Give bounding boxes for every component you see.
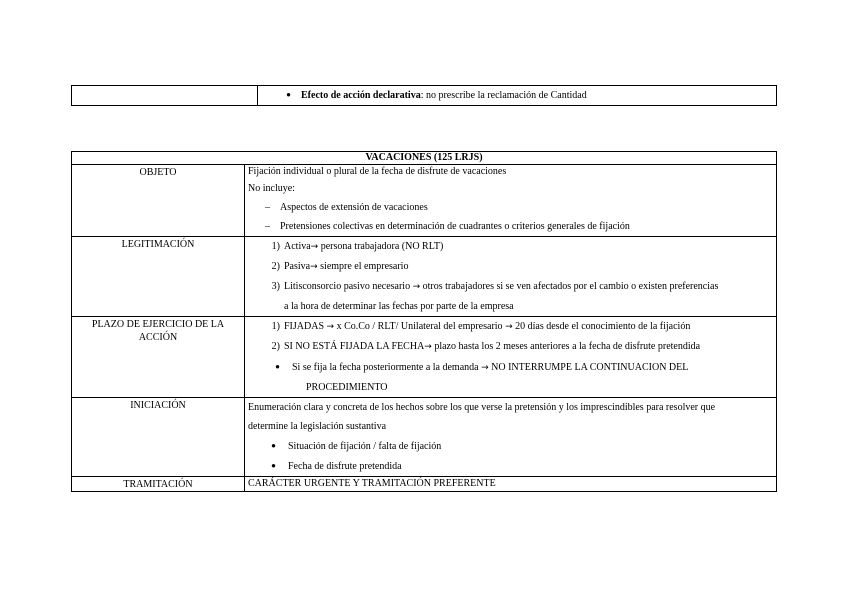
table-title: VACACIONES (125 LRJS) <box>72 152 777 165</box>
empty-cell <box>72 86 258 106</box>
row-content-objeto <box>245 165 777 237</box>
declarative-effect-title: Efecto de acción declarativa <box>301 90 421 101</box>
declarative-effect-cell <box>258 86 777 106</box>
list-item: ● Fecha de disfrute pretendida <box>248 456 773 476</box>
bullet-icon: ● <box>275 362 280 371</box>
row-label-tramitacion: TRAMITACIÓN <box>72 477 245 492</box>
list-item-continuation: a la hora de determinar las fechas por parte de la empresa <box>284 301 514 312</box>
row-label-legitimacion: LEGITIMACIÓN <box>72 237 245 317</box>
list-item: 2) SI NO ESTÁ FIJADA LA FECHA→ plazo hasta los 2 meses anteriores a la fecha de disfrute pretendida <box>271 341 701 352</box>
objeto-excludes-label: No incluye: <box>248 183 295 194</box>
table-row <box>72 398 777 477</box>
arrow-right-icon: → <box>310 262 318 272</box>
row-label-plazo: PLAZO DE EJERCICIO DE LA ACCIÓN <box>72 317 245 398</box>
objeto-description: Fijación individual o plural de la fecha de disfrute de vacaciones <box>248 166 507 177</box>
previous-table-fragment <box>71 85 777 106</box>
iniciacion-text-line1: Enumeración clara y concreta de los hechos sobre los que verse la pretensión y los imprescindibles para resolver que <box>248 402 716 413</box>
list-item: 1) FIJADAS → x Co.Co / RLT/ Unilateral del empresario → 20 días desde el conocimiento de la fijación <box>271 321 691 332</box>
arrow-right-icon: → <box>505 322 513 332</box>
declarative-effect-text: : no prescribe la reclamación de Cantidad <box>420 90 587 101</box>
iniciacion-text-line2: determine la legislación sustantiva <box>248 421 387 432</box>
sub-list-item-continuation: PROCEDIMIENTO <box>306 382 388 393</box>
list-item: 2) Pasiva→ siempre el empresario <box>271 261 409 272</box>
bullet-icon: ● <box>271 441 276 450</box>
row-content-tramitacion <box>245 477 777 492</box>
table-row <box>72 477 777 492</box>
vacaciones-table <box>71 151 777 492</box>
tramitacion-text: CARÁCTER URGENTE Y TRAMITACIÓN PREFERENTE <box>248 478 496 489</box>
arrow-right-icon: → <box>326 322 335 332</box>
row-content-iniciacion <box>245 398 777 477</box>
arrow-right-icon: → <box>310 242 319 252</box>
row-content-legitimacion <box>245 237 777 317</box>
dash-icon: – <box>265 221 270 232</box>
list-item: ● Situación de fijación / falta de fijación <box>248 436 773 456</box>
dash-icon: – <box>265 202 270 213</box>
list-item: 1) Activa→ persona trabajadora (NO RLT) <box>271 241 444 252</box>
arrow-right-icon: → <box>481 363 489 373</box>
list-item: 3) Litisconsorcio pasivo necesario → otros trabajadores si se ven afectados por el cambio o existen preferencias <box>271 281 719 292</box>
row-label-iniciacion: INICIACIÓN <box>72 398 245 477</box>
table-row <box>72 165 777 237</box>
list-item: – Pretensiones colectivas en determinación de cuadrantes o criterios generales de fijación <box>248 217 773 236</box>
table-row <box>72 317 777 398</box>
row-label-objeto: OBJETO <box>72 165 245 237</box>
row-content-plazo <box>245 317 777 398</box>
sub-list-item: ● Si se fija la fecha posteriormente a la demanda → NO INTERRUMPE LA CONTINUACION DEL <box>248 357 773 378</box>
bullet-icon: ● <box>286 90 291 99</box>
bullet-icon: ● <box>271 461 276 470</box>
list-item: – Aspectos de extensión de vacaciones <box>248 198 773 217</box>
table-row <box>72 237 777 317</box>
arrow-right-icon: → <box>412 282 421 292</box>
arrow-right-icon: → <box>424 342 432 352</box>
